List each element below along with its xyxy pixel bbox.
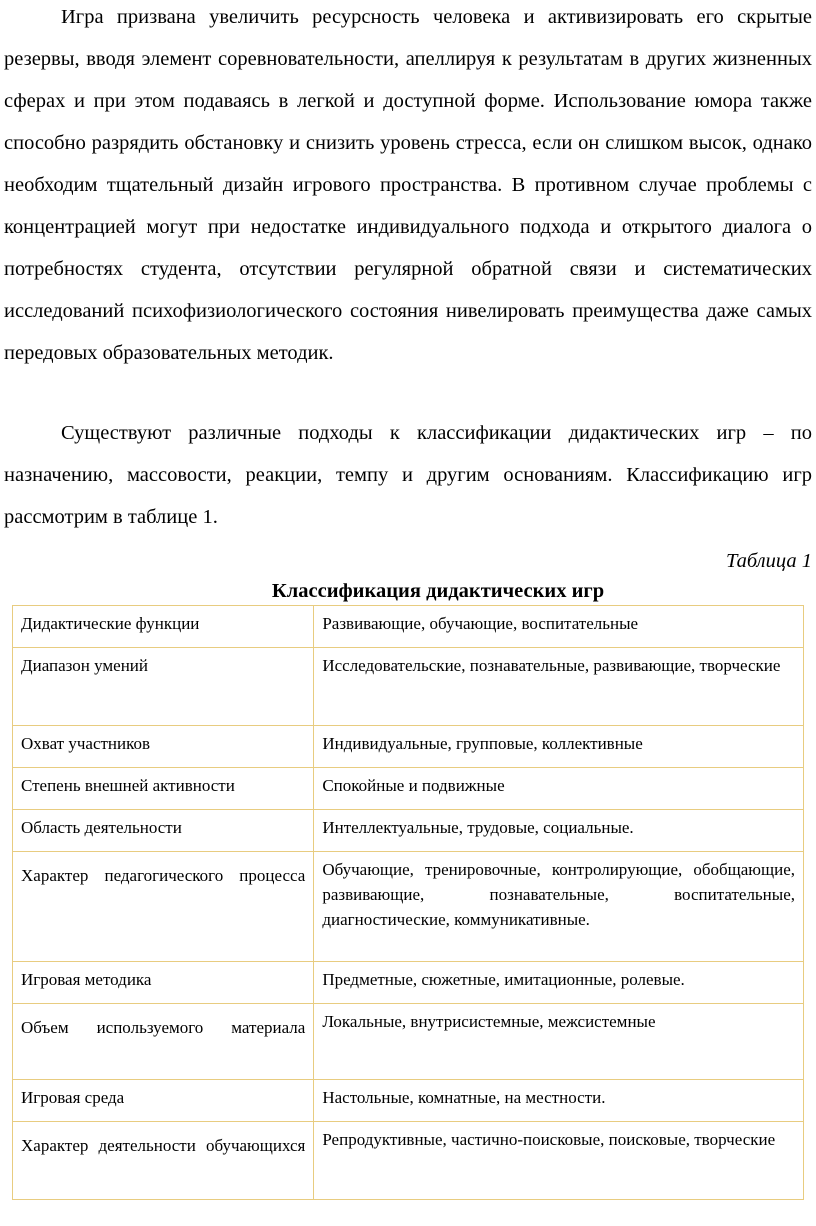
table-row — [13, 726, 804, 768]
types-cell: Настольные, комнатные, на местности. — [314, 1080, 804, 1122]
table-title: Классификация дидактических игр — [271, 580, 605, 602]
table-row — [13, 810, 804, 852]
body-paragraph: Существуют различные подходы к классификации дидактических игр – по назначению, массовости, реакции, темпу и другим основаниям. Классификацию игр рассмотрим в таблице 1. — [4, 422, 812, 528]
types-cell: Спокойные и подвижные — [314, 768, 804, 810]
table-row — [13, 606, 804, 648]
types-cell: Индивидуальные, групповые, коллективные — [314, 726, 804, 768]
criterion-cell: Охват участников — [13, 726, 314, 768]
types-cell: Локальные, внутрисистемные, межсистемные — [314, 1004, 804, 1080]
table-row — [13, 1080, 804, 1122]
criterion-cell: Игровая методика — [13, 962, 314, 1004]
types-cell: Интеллектуальные, трудовые, социальные. — [314, 810, 804, 852]
table-row — [13, 852, 804, 962]
types-cell: Репродуктивные, частично-поисковые, поисковые, творческие — [314, 1122, 804, 1200]
table-row — [13, 648, 804, 726]
types-cell: Обучающие, тренировочные, контролирующие, обобщающие, развивающие, познавательные, воспитательные, диагностические, коммуникативные. — [314, 852, 804, 962]
types-cell: Исследовательские, познавательные, развивающие, творческие — [314, 648, 804, 726]
classification-table — [12, 605, 804, 1200]
table-row — [13, 1004, 804, 1080]
table-row — [13, 768, 804, 810]
criterion-cell: Диапазон умений — [13, 648, 314, 726]
criterion-cell: Характер педагогического процесса — [13, 852, 314, 962]
criterion-cell: Область деятельности — [13, 810, 314, 852]
criterion-cell: Объем используемого материала — [13, 1004, 314, 1080]
criterion-cell: Степень внешней активности — [13, 768, 314, 810]
types-cell: Развивающие, обучающие, воспитательные — [314, 606, 804, 648]
table-row — [13, 962, 804, 1004]
criterion-cell: Игровая среда — [13, 1080, 314, 1122]
criterion-cell: Характер деятельности обучающихся — [13, 1122, 314, 1200]
table-row — [13, 1122, 804, 1200]
types-cell: Предметные, сюжетные, имитационные, ролевые. — [314, 962, 804, 1004]
table-caption: Таблица 1 — [725, 550, 812, 572]
criterion-cell: Дидактические функции — [13, 606, 314, 648]
body-paragraph: Игра призвана увеличить ресурсность человека и активизировать его скрытые резервы, вводя элемент соревновательности, апеллируя к результатам в других жизненных сферах и при этом подаваясь в легкой и доступной форме. Использование юмора также способно разрядить обстановку и снизить уровень стресса, если он слишком высок, однако необходим тщательный дизайн игрового пространства. В противном случае проблемы с концентрацией могут при недостатке индивидуального подхода и открытого диалога о потребностях студента, отсутствии регулярной обратной связи и систематических исследований психофизиологического состояния нивелировать преимущества даже самых передовых образовательных методик. — [4, 6, 812, 364]
